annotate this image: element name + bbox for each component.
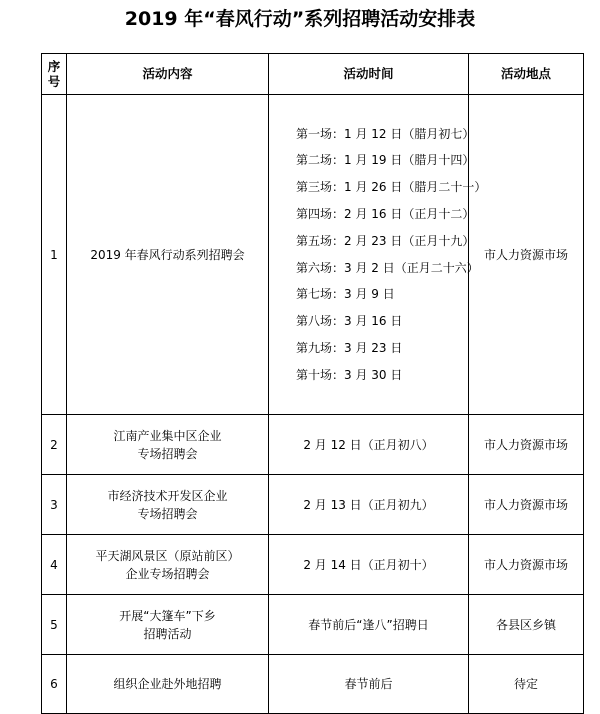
table-row: [42, 655, 584, 714]
header-content: 活动内容: [67, 54, 269, 95]
session-time: 第一场：1 月 12 日（腊月初七）: [296, 126, 475, 141]
row-content: 组织企业赴外地招聘: [67, 655, 269, 714]
session-time: 第八场：3 月 16 日: [296, 314, 403, 329]
row-content-line: 专场招聘会: [137, 446, 198, 461]
row-seq: 2: [42, 415, 67, 475]
schedule-table: [41, 53, 584, 714]
row-time: 2 月 13 日（正月初九）: [269, 475, 469, 535]
row-content: [67, 595, 269, 655]
session-time: 第七场：3 月 9 日: [296, 287, 395, 302]
row-content-line: 平天湖风景区（原站前区）: [95, 548, 240, 563]
row-content-line: 开展“大篷车”下乡: [119, 608, 216, 623]
row-time: 2 月 14 日（正月初十）: [269, 535, 469, 595]
row-content: [67, 475, 269, 535]
row-content: [67, 415, 269, 475]
session-time: 第四场：2 月 16 日（正月十二）: [296, 206, 475, 221]
row-place: 市人力资源市场: [469, 415, 584, 475]
session-time: 第六场：3 月 2 日（正月二十六）: [296, 260, 479, 275]
row-place: 市人力资源市场: [469, 535, 584, 595]
session-time: 第二场：1 月 19 日（腊月十四）: [296, 153, 475, 168]
row-content-line: 市经济技术开发区企业: [107, 488, 228, 503]
row-content: [67, 535, 269, 595]
row-content: 2019 年春风行动系列招聘会: [67, 95, 269, 415]
table-row: [42, 535, 584, 595]
row-place: 市人力资源市场: [469, 475, 584, 535]
row-content-line: 专场招聘会: [137, 506, 198, 521]
table-header-row: [42, 54, 584, 95]
header-place: 活动地点: [469, 54, 584, 95]
row-place: 各县区乡镇: [469, 595, 584, 655]
table-row: [42, 475, 584, 535]
session-time: 第九场：3 月 23 日: [296, 340, 403, 355]
session-time: 第三场：1 月 26 日（腊月二十一）: [296, 180, 487, 195]
row-time-list: [269, 95, 487, 415]
row-place: 待定: [469, 655, 584, 714]
header-time: 活动时间: [269, 54, 469, 95]
table-row: [42, 415, 584, 475]
header-seq: 序号: [42, 54, 67, 95]
row-content-line: 招聘活动: [143, 626, 192, 641]
row-seq: 6: [42, 655, 67, 714]
row-seq: 5: [42, 595, 67, 655]
table-row: [42, 95, 584, 415]
row-content-line: 企业专场招聘会: [125, 566, 210, 581]
row-place: 市人力资源市场: [469, 95, 584, 415]
row-time: 2 月 12 日（正月初八）: [269, 415, 469, 475]
session-time: 第十场：3 月 30 日: [296, 367, 403, 382]
document-title: 2019 年“春风行动”系列招聘活动安排表: [124, 8, 476, 30]
session-time: 第五场：2 月 23 日（正月十九）: [296, 233, 475, 248]
row-time: 春节前后“逢八”招聘日: [269, 595, 469, 655]
row-seq: 1: [42, 95, 67, 415]
row-seq: 4: [42, 535, 67, 595]
row-time: 春节前后: [269, 655, 469, 714]
row-seq: 3: [42, 475, 67, 535]
row-content-line: 江南产业集中区企业: [113, 428, 222, 443]
table-row: [42, 595, 584, 655]
